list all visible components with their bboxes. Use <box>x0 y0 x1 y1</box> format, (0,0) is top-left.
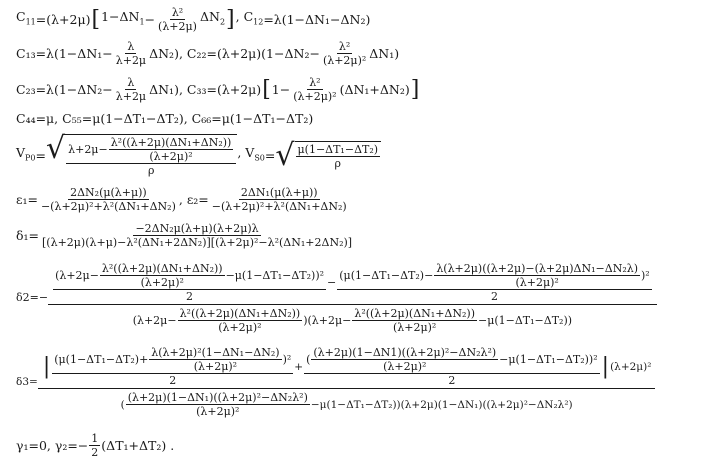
text-close: −μ(1−ΔT₁−ΔT₂))² <box>499 353 598 366</box>
fraction-denominator: (λ+2μ)² <box>293 90 337 103</box>
radicand <box>295 141 382 171</box>
fraction-numerator: (λ+2μ)(1−ΔN1)((λ+2μ)²−ΔN₂λ²) <box>313 346 497 359</box>
text-lead: λ+2μ− <box>68 143 108 156</box>
bracket-open: [ <box>91 6 101 32</box>
fraction-denominator: (λ+2μ) <box>158 20 197 33</box>
fraction <box>352 307 477 334</box>
text-open: (λ+2μ− <box>55 269 99 282</box>
fraction <box>304 346 600 387</box>
bracket-open: [ <box>262 76 271 102</box>
text-open: (μ(1−ΔT₁−ΔT₂)− <box>339 269 434 282</box>
fraction-denominator: (λ+2μ)² <box>392 321 437 334</box>
text-open: (μ(1−ΔT₁−ΔT₂)+ <box>54 353 149 366</box>
fraction-denominator: (λ+2μ)² <box>383 360 427 373</box>
fraction <box>39 186 178 213</box>
symbol-vs0: , $V_{S0}$ <box>237 144 265 163</box>
fraction <box>296 143 381 170</box>
fraction-numerator: (λ+2μ)(1−ΔN₁)((λ+2μ)²−ΔN₂λ²) <box>127 391 308 404</box>
fraction-denominator: 2 <box>448 374 456 387</box>
equation-c13-c22 <box>16 40 399 67</box>
text-close: )² <box>282 353 292 366</box>
fraction-denominator: 2 <box>186 290 194 303</box>
text-minus: − <box>144 11 156 27</box>
fraction-numerator: −2ΔN₂μ(λ+μ)(λ+2μ)λ <box>135 222 259 235</box>
fraction-numerator: λ <box>127 76 135 89</box>
fraction-numerator <box>53 262 326 290</box>
text-close: −μ(1−ΔT₁−ΔT₂))² <box>225 269 325 282</box>
bar-left: | <box>42 353 51 379</box>
fraction-denominator: ρ <box>334 157 341 170</box>
fraction-numerator <box>337 262 651 290</box>
fraction <box>66 136 236 177</box>
text-eq: =(λ+2μ) <box>35 11 91 27</box>
fraction-numerator: λ²((λ+2μ)(ΔN₁+ΔN₂)) <box>179 307 301 320</box>
fraction-denominator: (λ+2μ)² <box>149 150 193 163</box>
fraction-numerator: λ²((λ+2μ)(ΔN₁+ΔN₂)) <box>110 136 232 149</box>
text-one-minus: $1-\Delta N_1$ <box>101 8 145 27</box>
fraction <box>40 222 354 249</box>
fraction-numerator <box>304 346 600 374</box>
fraction-denominator: (λ+2μ)² <box>193 360 238 373</box>
fraction-denominator: −(λ+2μ)²+λ²(ΔN₁+ΔN₂) <box>211 200 347 213</box>
text-one: 1− <box>271 81 291 97</box>
fraction <box>114 76 148 103</box>
fraction-denominator: 2 <box>91 446 99 459</box>
symbol-c11: $C_{11}$ <box>16 8 36 27</box>
fraction-denominator: [(λ+2μ)(λ+μ)−λ²(ΔN₁+2ΔN₂)][(λ+2μ)²−λ²(ΔN₁+2ΔN₂)] <box>42 236 353 249</box>
text-c12-rest: =λ(1−ΔN₁−ΔN₂) <box>263 11 371 27</box>
big-fraction-numerator <box>38 346 656 389</box>
fraction-numerator: λ²((λ+2μ)(ΔN₁+ΔN₂)) <box>354 307 475 320</box>
equation-delta2 <box>16 262 657 334</box>
fraction-numerator: 2ΔN₁(μ(λ+μ)) <box>240 186 318 199</box>
fraction-denominator: (λ+2μ)² <box>140 276 184 289</box>
fraction-denominator: (λ+2μ)² <box>322 54 367 67</box>
big-fraction-denominator <box>117 389 577 418</box>
fraction <box>434 262 640 289</box>
equation-gamma <box>16 432 174 459</box>
fraction-numerator: 2ΔN₂(μ(λ+μ)) <box>70 186 147 199</box>
text-close: )² <box>641 269 650 282</box>
equation-c11-c12 <box>16 6 370 33</box>
big-fraction-denominator <box>129 305 576 334</box>
text-eps2: , ε₂= <box>178 191 209 207</box>
text-mid: ΔN₁), C₃₃=(λ+2μ) <box>149 81 262 97</box>
fraction <box>291 76 338 103</box>
text-tail: (λ+2μ)² <box>610 360 652 373</box>
text-left: γ₁=0, γ₂=− <box>16 437 89 453</box>
fraction-numerator: λ <box>127 40 135 53</box>
text-close: −μ(1−ΔT₁−ΔT₂)) <box>477 313 573 327</box>
text-open: (λ+2μ− <box>132 313 177 327</box>
text-eq: = <box>264 147 276 163</box>
fraction-numerator <box>66 136 236 164</box>
fraction-denominator: (λ+2μ)² <box>196 405 240 418</box>
fraction-numerator: λ² <box>171 6 184 19</box>
text-end: ΔN₁) <box>369 45 400 61</box>
text-right: (ΔT₁+ΔT₂) . <box>101 437 175 453</box>
equation-c23-c33 <box>16 76 420 103</box>
equation-c44-c55-c66 <box>16 111 313 127</box>
fraction-numerator: λ(λ+2μ)((λ+2μ)−(λ+2μ)ΔN₁−ΔN₂λ) <box>436 262 638 275</box>
radical-sign: √ <box>275 137 295 173</box>
big-fraction-numerator <box>48 262 657 305</box>
text-plus: + <box>294 360 304 373</box>
fraction <box>100 262 225 289</box>
text-left: C₁₃=λ(1−ΔN₁− <box>16 45 113 61</box>
radicand <box>65 134 237 177</box>
text-mid: ΔN₂), C₂₂=(λ+2μ)(1−ΔN₂− <box>149 45 320 61</box>
fraction <box>210 186 349 213</box>
fraction <box>109 136 234 163</box>
text-after: $\Delta N_2$ <box>199 8 226 27</box>
fraction-denominator: ρ <box>147 164 155 177</box>
fraction-denominator: (λ+2μ)² <box>218 321 262 334</box>
square-root <box>46 131 237 177</box>
fraction-denominator: (λ+2μ)² <box>515 276 559 289</box>
fraction-denominator: λ+2μ <box>115 54 147 67</box>
text-eq: = <box>35 147 46 163</box>
bar-right: | <box>601 353 610 379</box>
square-root <box>275 137 381 173</box>
text-delta1: δ₁= <box>16 227 40 243</box>
equation-delta1 <box>16 222 355 249</box>
big-fraction <box>48 262 657 334</box>
bracket-close: ] <box>226 6 235 32</box>
equation-delta3 <box>16 346 655 418</box>
radical-sign: √ <box>46 131 66 166</box>
fraction-numerator: μ(1−ΔT₁−ΔT₂) <box>297 143 379 156</box>
fraction-denominator: 2 <box>490 290 498 303</box>
text-c44: C₄₄=μ, C₅₅=μ(1−ΔT₁−ΔT₂), C₆₆=μ(1−ΔT₁−ΔT₂) <box>16 111 314 126</box>
big-fraction <box>38 346 656 418</box>
fraction-denominator: λ+2μ <box>115 90 147 103</box>
fraction <box>178 307 303 334</box>
text-end: (ΔN₁+ΔN₂) <box>339 81 410 97</box>
equation-epsilon <box>16 186 350 213</box>
text-eps1: ε₁= <box>16 191 38 207</box>
fraction-numerator: λ² <box>309 76 321 89</box>
fraction-numerator: λ(λ+2μ)²(1−ΔN₁−ΔN₂) <box>151 346 280 359</box>
text-delta2: δ2=− <box>16 291 49 304</box>
fraction <box>149 346 281 373</box>
text-minus: − <box>327 275 337 289</box>
fraction <box>321 40 368 67</box>
text-open: ( <box>120 398 125 411</box>
fraction <box>311 346 498 373</box>
text-delta3: δ3= <box>16 376 38 388</box>
symbol-vp0: $V_{P0}$ <box>16 144 36 163</box>
fraction <box>89 432 100 459</box>
text-open: ( <box>306 353 311 366</box>
fraction-numerator: λ² <box>338 40 351 53</box>
fraction <box>126 391 310 418</box>
fraction <box>337 262 651 303</box>
text-left: C₂₃=λ(1−ΔN₂− <box>16 81 113 97</box>
text-close: −μ(1−ΔT₁−ΔT₂))(λ+2μ)(1−ΔN₁)((λ+2μ)²−ΔN₂λ²) <box>310 398 573 411</box>
fraction <box>53 262 326 303</box>
fraction <box>156 6 199 33</box>
symbol-c12: , $C_{12}$ <box>235 8 264 27</box>
text-mid: )(λ+2μ− <box>303 313 352 327</box>
fraction-denominator: −(λ+2μ)²+λ²(ΔN₁+ΔN₂) <box>40 200 176 213</box>
fraction-numerator: λ²((λ+2μ)(ΔN₁+ΔN₂)) <box>101 262 223 275</box>
fraction-denominator: 2 <box>169 374 177 387</box>
equation-vp0-vs0 <box>16 131 381 177</box>
fraction <box>114 40 148 67</box>
fraction-numerator <box>52 346 293 374</box>
bracket-close: ] <box>410 76 420 102</box>
fraction-numerator: 1 <box>91 432 99 445</box>
fraction <box>52 346 293 387</box>
